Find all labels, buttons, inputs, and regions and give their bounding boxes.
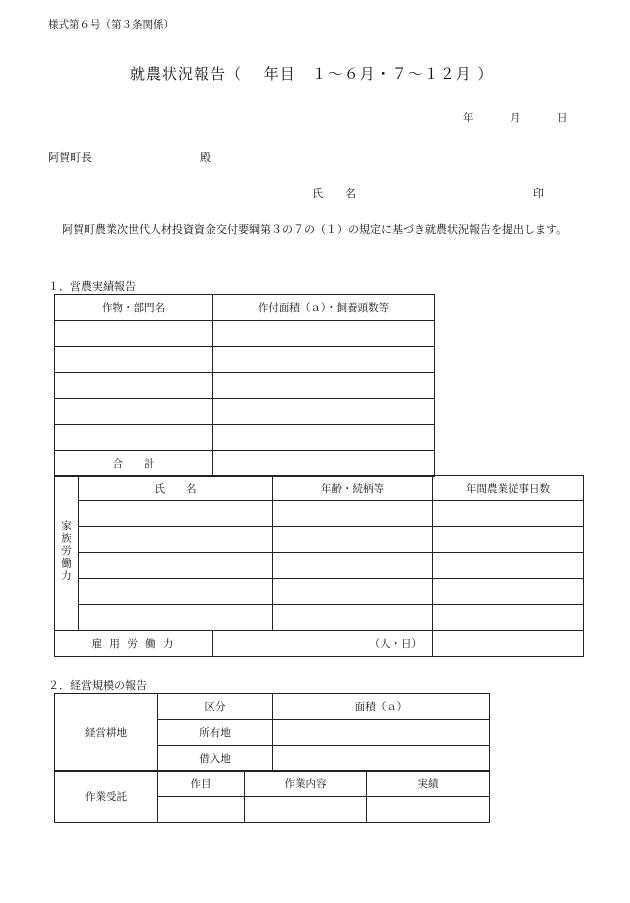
form-number: 様式第６号（第３条関係）	[48, 19, 174, 31]
owned-area-cell[interactable]	[273, 720, 490, 746]
page-title: 就農状況報告（ 年目 １〜６月・７〜１２月 ）	[130, 65, 494, 83]
labor-header-name: 氏 名	[79, 476, 273, 501]
age-cell[interactable]	[273, 527, 433, 553]
age-cell[interactable]	[273, 605, 433, 631]
contract-header-result: 実績	[367, 771, 490, 797]
table-row	[55, 605, 584, 631]
crop-cell[interactable]	[55, 321, 213, 347]
land-row-owned: 所有地	[158, 720, 273, 746]
crop-total-label: 合 計	[55, 451, 213, 477]
area-cell[interactable]	[213, 373, 435, 399]
days-cell[interactable]	[433, 527, 584, 553]
labor-header-age: 年齢・続柄等	[273, 476, 433, 501]
land-row-leased: 借入地	[158, 746, 273, 772]
days-cell[interactable]	[433, 579, 584, 605]
addressee: 阿賀町長	[48, 151, 92, 164]
table-row	[55, 501, 584, 527]
contract-work-cell[interactable]	[245, 797, 367, 823]
crop-cell[interactable]	[55, 347, 213, 373]
name-cell[interactable]	[79, 605, 273, 631]
crop-header-area: 作付面積（ａ）・飼養頭数等	[213, 295, 435, 321]
date-year-label: 年	[463, 112, 474, 124]
age-cell[interactable]	[273, 501, 433, 527]
name-label: 氏 名	[312, 187, 356, 200]
body-paragraph: 阿賀町農業次世代人材投資資金交付要綱第３の７の（１）の規定に基づき就農状況報告を提出します。	[62, 223, 568, 236]
table-row	[55, 347, 435, 373]
contract-result-cell[interactable]	[367, 797, 490, 823]
land-table	[54, 693, 490, 772]
crop-cell[interactable]	[55, 425, 213, 451]
labor-header-days: 年間農業従事日数	[433, 476, 584, 501]
age-cell[interactable]	[273, 579, 433, 605]
section2-heading: ２．経営規模の報告	[48, 679, 147, 692]
name-cell[interactable]	[79, 501, 273, 527]
labor-table	[54, 475, 584, 657]
table-row	[55, 527, 584, 553]
table-row	[55, 373, 435, 399]
land-header-area: 面積（ａ）	[273, 694, 490, 720]
area-cell[interactable]	[213, 425, 435, 451]
crop-total-cell[interactable]	[213, 451, 435, 477]
table-row	[55, 321, 435, 347]
hired-labor-cell[interactable]	[433, 631, 584, 657]
contract-header-crop: 作目	[158, 771, 245, 797]
section1-heading: １．営農実績報告	[48, 280, 136, 293]
area-cell[interactable]	[213, 399, 435, 425]
contract-header-work: 作業内容	[245, 771, 367, 797]
crop-header-name: 作物・部門名	[55, 295, 213, 321]
hired-labor-label: 雇 用 労 働 力	[55, 631, 213, 657]
land-header-category: 区分	[158, 694, 273, 720]
family-labor-label: 家族労働力	[55, 476, 79, 631]
crop-table	[54, 294, 435, 477]
name-cell[interactable]	[79, 527, 273, 553]
honorific: 殿	[200, 151, 211, 164]
contract-table	[54, 770, 490, 823]
area-cell[interactable]	[213, 347, 435, 373]
table-row	[55, 579, 584, 605]
name-cell[interactable]	[79, 553, 273, 579]
contract-crop-cell[interactable]	[158, 797, 245, 823]
days-cell[interactable]	[433, 553, 584, 579]
seal-mark: 印	[533, 187, 544, 200]
days-cell[interactable]	[433, 501, 584, 527]
area-cell[interactable]	[213, 321, 435, 347]
table-row	[55, 425, 435, 451]
date-month-label: 月	[510, 112, 521, 124]
contract-label: 作業受託	[55, 771, 158, 823]
date-day-label: 日	[557, 112, 568, 124]
leased-area-cell[interactable]	[273, 746, 490, 772]
age-cell[interactable]	[273, 553, 433, 579]
table-row	[55, 553, 584, 579]
hired-labor-unit[interactable]: （人・日）	[213, 631, 433, 657]
name-cell[interactable]	[79, 579, 273, 605]
crop-cell[interactable]	[55, 373, 213, 399]
days-cell[interactable]	[433, 605, 584, 631]
table-row	[55, 399, 435, 425]
land-label: 経営耕地	[55, 694, 158, 772]
crop-cell[interactable]	[55, 399, 213, 425]
